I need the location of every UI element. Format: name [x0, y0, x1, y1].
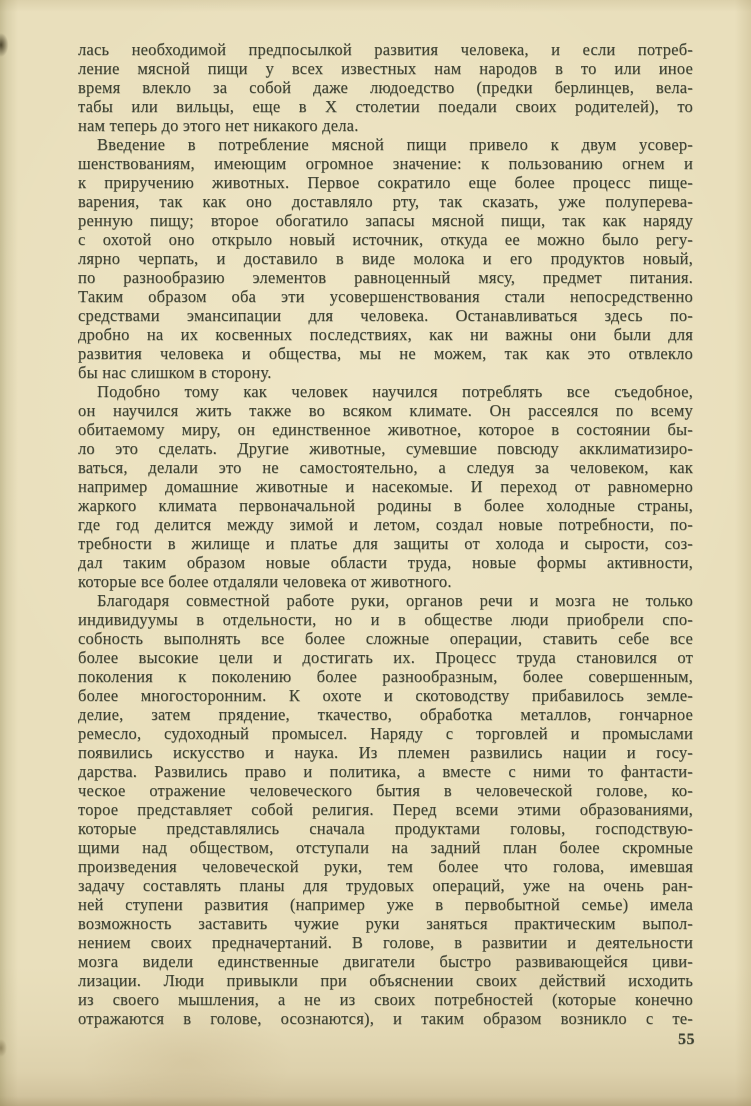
- text-line: Благодаря совместной работе руки, органов речи и мозга не только: [97, 591, 693, 610]
- text-line: варения, так как оно доставляло рту, так сказать, уже полуперева-: [78, 192, 693, 211]
- text-line: лярно черпать, и доставило в виде молока и его продуктов новый,: [78, 249, 693, 268]
- text-line: возможность заставить чужие руки заняться практическим выпол-: [78, 914, 693, 933]
- text-line: делие, затем прядение, ткачество, обработка металлов, гончарное: [78, 705, 693, 724]
- page-text: [78, 40, 693, 1028]
- text-line: более многосторонним. К охоте и скотоводству прибавилось земле-: [78, 686, 693, 705]
- text-line: развития человека и общества, мы не можем, так как это отвлекло: [78, 344, 693, 363]
- text-line: лась необходимой предпосылкой развития человека, и если потреб-: [78, 40, 693, 59]
- text-line: Таким образом оба эти усовершенствования стали непосредственно: [78, 287, 693, 306]
- text-line: мозга видели единственные двигатели быстро развивающейся циви-: [78, 952, 693, 971]
- text-line: ренную пищу; второе обогатило запасы мясной пищи, так как наряду: [78, 211, 693, 230]
- text-line: обитаемому миру, он единственное животное, которое в состоянии бы-: [78, 420, 693, 439]
- text-line: ление мясной пищи у всех известных нам народов в то или иное: [78, 59, 693, 78]
- text-line: с охотой оно открыло новый источник, откуда ее можно было регу-: [78, 230, 693, 249]
- text-line: более высокие цели и достигать их. Процесс труда становился от: [78, 648, 693, 667]
- text-line: появились искусство и наука. Из племен развились нации и госу-: [78, 743, 693, 762]
- text-line: дарства. Развились право и политика, а вместе с ними то фантасти-: [78, 762, 693, 781]
- text-line: из своего мышления, а не из своих потребностей (которые конечно: [78, 990, 693, 1009]
- text-line: щими над обществом, отступали на задний план более скромные: [78, 838, 693, 857]
- text-line: произведения человеческой руки, тем более что голова, имевшая: [78, 857, 693, 876]
- text-line: средствами эмансипации для человека. Останавливаться здесь по-: [78, 306, 693, 325]
- text-line: индивидуумы в отдельности, но и в обществе люди приобрели спо-: [78, 610, 693, 629]
- page-number: 55: [678, 1031, 695, 1048]
- text-line: где год делится между зимой и летом, создал новые потребности, по-: [78, 515, 693, 534]
- text-line: ло это сделать. Другие животные, сумевшие повсюду акклиматизиро-: [78, 439, 693, 458]
- text-line: ваться, делали это не самостоятельно, а следуя за человеком, как: [78, 458, 693, 477]
- text-line: ческое отражение человеческого бытия в человеческой голове, ко-: [78, 781, 693, 800]
- text-line: которые все более отдаляли человека от животного.: [78, 572, 452, 591]
- text-line: бы нас слишком в сторону.: [78, 363, 272, 382]
- text-line: лизации. Люди привыкли при объяснении своих действий исходить: [78, 971, 693, 990]
- text-line: по разнообразию элементов равноценный мясу, предмет питания.: [78, 268, 693, 287]
- text-line: которые представлялись сначала продуктами головы, господствую-: [78, 819, 693, 838]
- text-line: задачу составлять планы для трудовых операций, уже на очень ран-: [78, 876, 693, 895]
- text-line: ней ступени развития (например уже в первобытной семье) имела: [78, 895, 693, 914]
- text-line: торое представляет собой религия. Перед всеми этими образованиями,: [78, 800, 693, 819]
- text-line: нением своих предначертаний. В голове, в развитии и деятельности: [78, 933, 693, 952]
- text-line: жаркого климата первоначальной родины в более холодные страны,: [78, 496, 693, 515]
- text-line: поколения к поколению более разнообразным, более совершенным,: [78, 667, 693, 686]
- text-line: дробно на их косвенных последствиях, как ни важны они были для: [78, 325, 693, 344]
- text-line: собность выполнять все более сложные операции, ставить себе все: [78, 629, 693, 648]
- text-line: например домашние животные и насекомые. И переход от равномерно: [78, 477, 693, 496]
- text-line: он научился жить также во всяком климате. Он рассеялся по всему: [78, 401, 693, 420]
- text-line: Введение в потребление мясной пищи привело к двум усовер-: [97, 135, 693, 154]
- text-line: отражаются в голове, осознаются), и таким образом возникло с те-: [78, 1009, 693, 1028]
- text-line: дал таким образом новые области труда, новые формы активности,: [78, 553, 693, 572]
- text-line: к приручению животных. Первое сократило еще более процесс пище-: [78, 173, 693, 192]
- text-line: табы или вильцы, еще в X столетии поедали своих родителей), то: [78, 97, 693, 116]
- text-line: Подобно тому как человек научился потреблять все съедобное,: [97, 382, 693, 401]
- text-line: шенствованиям, имеющим огромное значение: к пользованию огнем и: [78, 154, 693, 173]
- text-line: время влекло за собой даже людоедство (предки берлинцев, вела-: [78, 78, 693, 97]
- text-line: ремесло, судоходный промысел. Наряду с торговлей и промыслами: [78, 724, 693, 743]
- text-line: требности в жилище и платье для защиты от холода и сырости, соз-: [78, 534, 693, 553]
- text-line: нам теперь до этого нет никакого дела.: [78, 116, 359, 135]
